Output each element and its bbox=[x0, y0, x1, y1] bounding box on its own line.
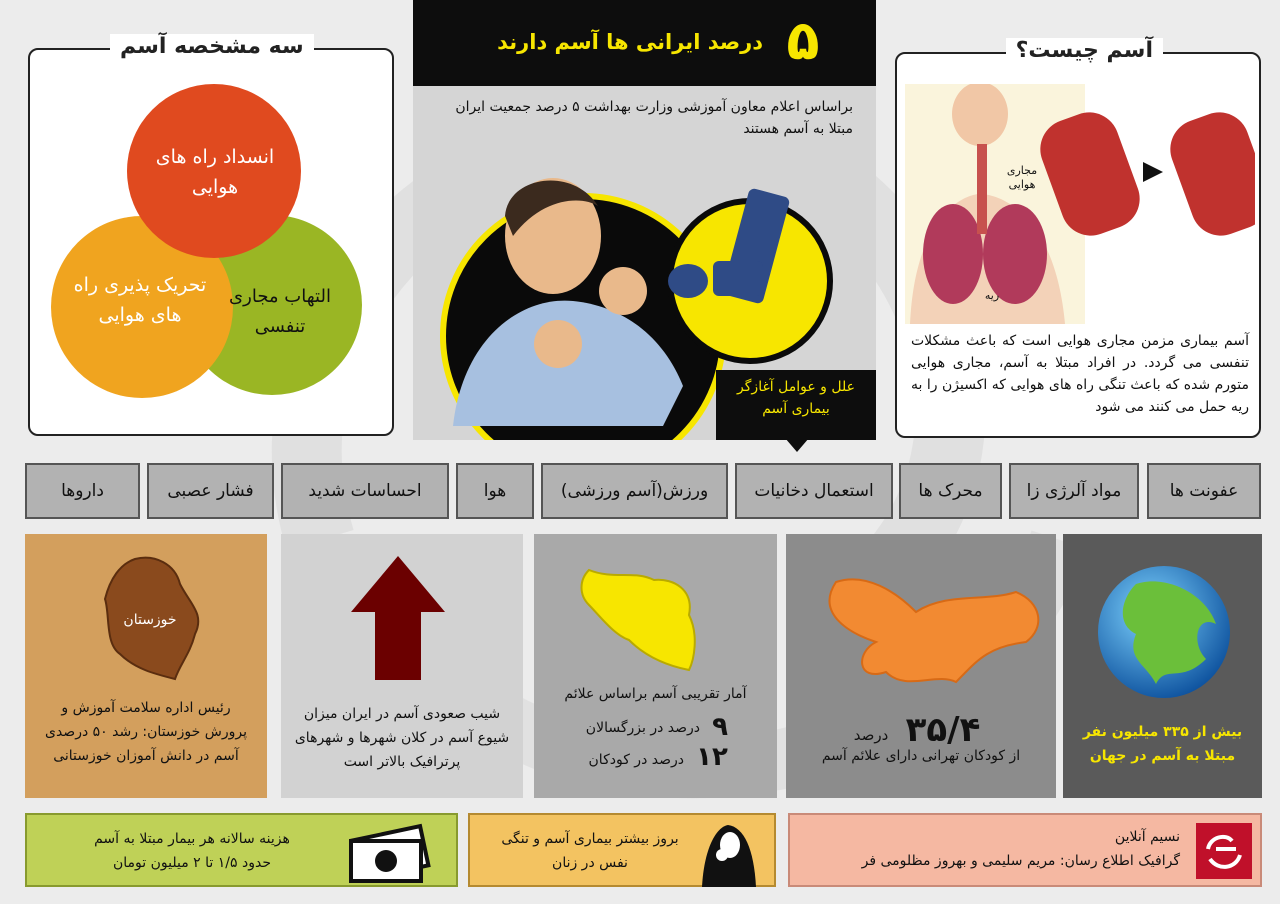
iran-adults-number: ۹ bbox=[712, 712, 728, 742]
cause-exercise: ورزش(آسم ورزشی) bbox=[541, 463, 728, 519]
what-is-description: آسم بیماری مزمن مجاری هوایی است که باعث مشکلات تنفسی می گردد. در افراد مبتلا به آسم، مجاری هوایی متورم شده که باعث تنگی راه های هوایی که اکسیژن را به ریه حمل می کنند می شود bbox=[911, 333, 1249, 415]
footer-cost bbox=[25, 813, 458, 887]
stat-world bbox=[1063, 534, 1262, 798]
iran-children-text: درصد در کودکان bbox=[588, 752, 684, 768]
features-venn bbox=[30, 50, 392, 434]
cause-allergens: مواد آلرژی زا bbox=[1009, 463, 1139, 519]
tehran-text: از کودکان تهرانی دارای علائم آسم bbox=[821, 748, 1021, 764]
cause-irritants: محرک ها bbox=[899, 463, 1002, 519]
cost-line2: حدود ۱/۵ تا ۲ میلیون تومان bbox=[113, 855, 271, 871]
feature-inflammation: التهاب مجاری تنفسی bbox=[229, 286, 331, 337]
tehran-map-icon bbox=[806, 552, 1051, 702]
stat-iran bbox=[534, 534, 777, 798]
tehran-unit: درصد bbox=[853, 726, 889, 744]
credits: گرافیک اطلاع رسان: مریم سلیمی و بهروز مظلومی فر bbox=[861, 853, 1180, 869]
feature-irritability: تحریک پذیری راه های هوایی bbox=[73, 274, 207, 326]
what-is-panel bbox=[895, 38, 1261, 438]
cost-line1: هزینه سالانه هر بیمار مبتلا به آسم bbox=[94, 831, 290, 847]
airways-label: مجاری هوایی bbox=[1006, 164, 1038, 191]
triggers-pointer-icon bbox=[785, 438, 809, 452]
iran-children-number: ۱۲ bbox=[696, 742, 728, 772]
footer-credits bbox=[788, 813, 1262, 887]
khuzestan-label: خوزستان bbox=[123, 612, 177, 628]
cause-smoking: استعمال دخانیات bbox=[735, 463, 893, 519]
top-banner bbox=[413, 0, 876, 86]
center-intro: براساس اعلام معاون آموزشی وزارت بهداشت ۵ درصد جمعیت ایران مبتلا به آسم هستند bbox=[455, 99, 853, 137]
money-icon bbox=[345, 819, 435, 883]
cause-medicines: داروها bbox=[25, 463, 140, 519]
what-is-title: آسم چیست؟ bbox=[1006, 38, 1163, 63]
footer-women bbox=[468, 813, 776, 887]
iran-title: آمار تقریبی آسم براساس علائم bbox=[564, 686, 747, 702]
tehran-number: ۳۵/۴ bbox=[905, 710, 981, 750]
features-title: سه مشخصه آسم bbox=[110, 34, 314, 59]
cause-strong-emotions: احساسات شدید bbox=[281, 463, 449, 519]
lungs-airway-illustration bbox=[905, 84, 1255, 324]
banner-title: درصد ایرانی ها آسم دارند bbox=[497, 30, 763, 54]
women-text: بروز بیشتر بیماری آسم و تنگی نفس در زنان bbox=[501, 831, 679, 871]
coughing-woman-icon bbox=[696, 819, 760, 887]
stat-tehran bbox=[786, 534, 1056, 798]
banner-number: ۵ bbox=[786, 9, 820, 72]
cause-weather: هوا bbox=[456, 463, 534, 519]
center-illustration-area bbox=[413, 86, 876, 440]
khuzestan-text: رئیس اداره سلامت آموزش و پرورش خوزستان: رشد ۵۰ درصدی آسم در دانش آموزان خوزستانی bbox=[45, 700, 247, 764]
up-arrow-icon bbox=[351, 556, 445, 680]
iran-map-icon bbox=[574, 560, 704, 680]
source-name: نسیم آنلاین bbox=[1114, 829, 1180, 845]
triggers-label: علل و عوامل آغازگر بیماری آسم bbox=[716, 370, 876, 440]
world-text: بیش از ۳۳۵ میلیون نفر مبتلا به آسم در جهان bbox=[1082, 724, 1243, 764]
cause-infections: عفونت ها bbox=[1147, 463, 1261, 519]
features-panel bbox=[28, 34, 394, 436]
iran-adults-text: درصد در بزرگسالان bbox=[585, 720, 700, 736]
stat-khuzestan bbox=[25, 534, 267, 798]
publisher-logo bbox=[1196, 823, 1252, 879]
trend-text: شیب صعودی آسم در ایران میزان شیوع آسم در کلان شهرها و شهرهای پرترافیک بالاتر است bbox=[294, 706, 510, 770]
globe-icon bbox=[1096, 564, 1232, 700]
cause-stress: فشار عصبی bbox=[147, 463, 274, 519]
stat-trend bbox=[281, 534, 523, 798]
feature-obstruction: انسداد راه های هوایی bbox=[155, 146, 275, 198]
lung-label: ریه bbox=[984, 289, 1000, 302]
